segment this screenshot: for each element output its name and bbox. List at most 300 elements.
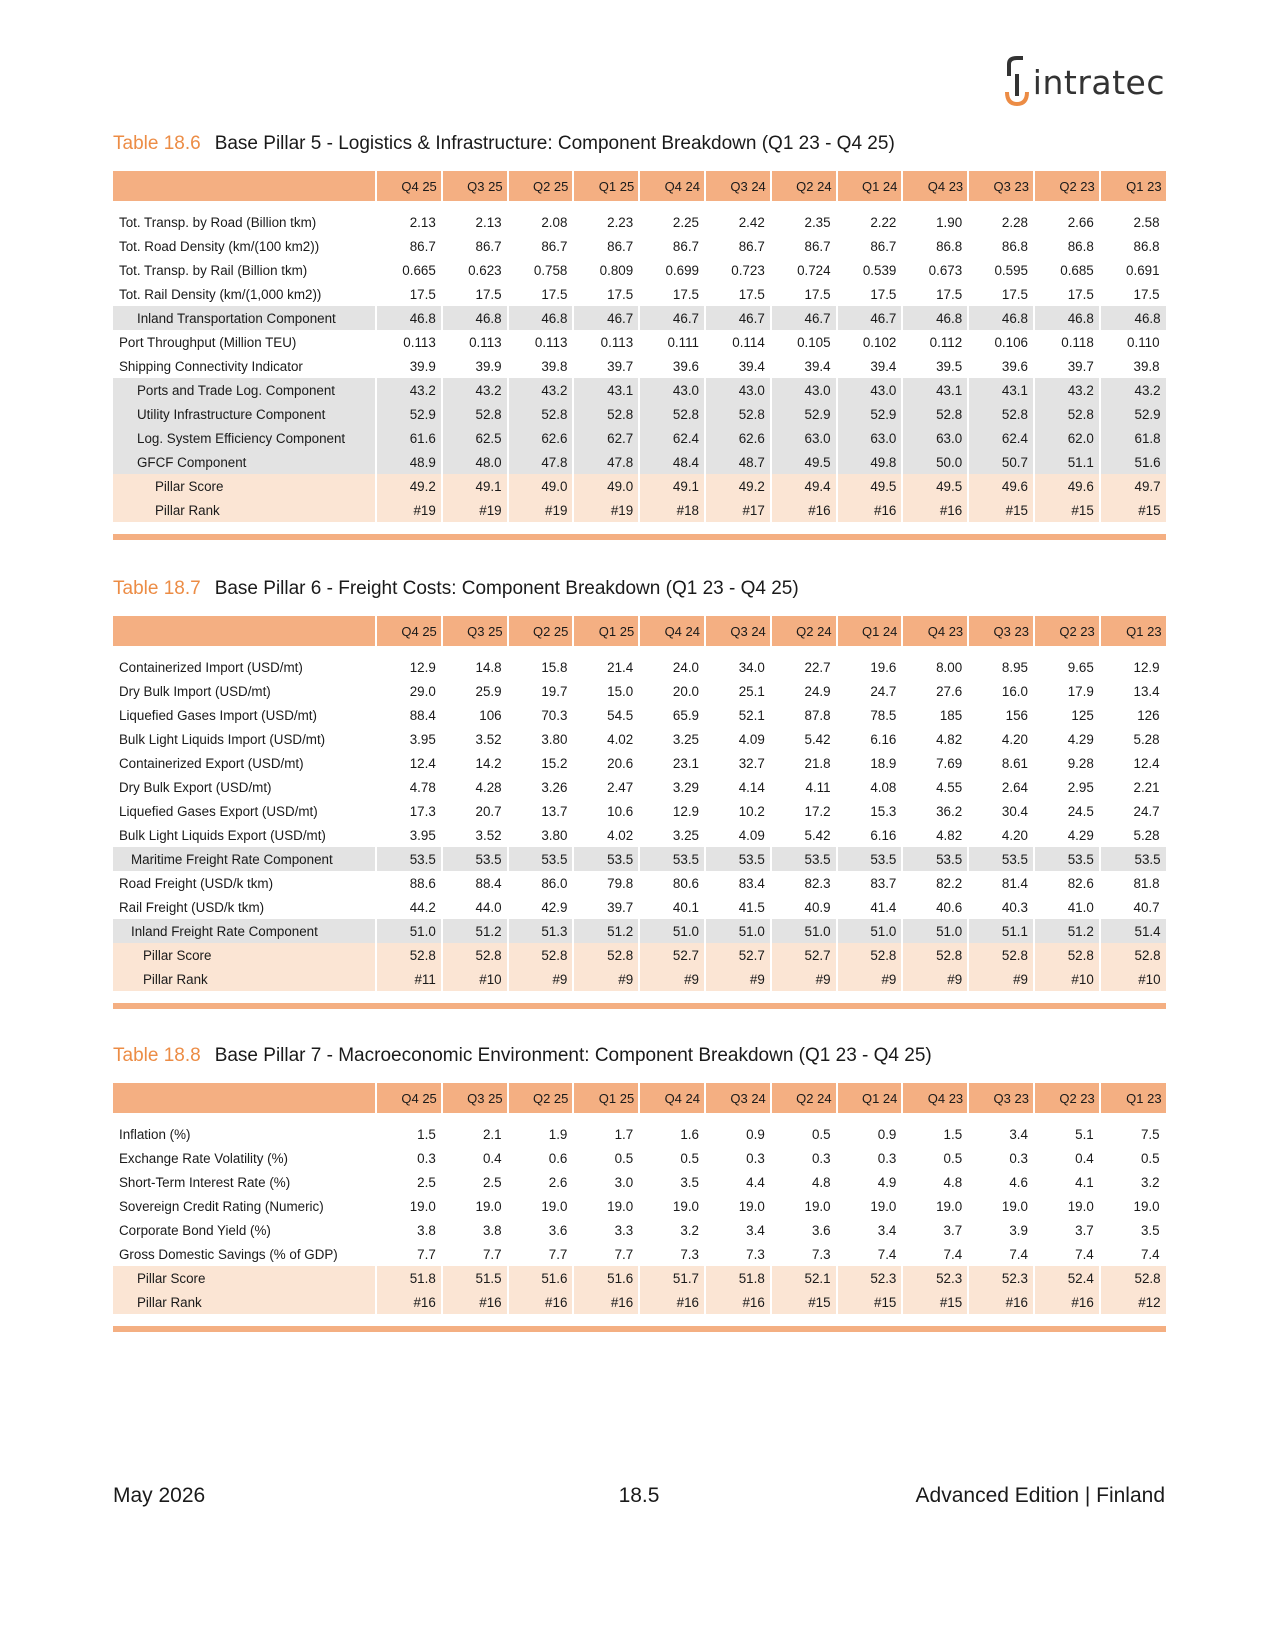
table-row [113,679,1166,703]
row-label: Tot. Transp. by Road (Billion tkm) [119,214,317,230]
table-cell: 0.9 [877,1126,897,1142]
table-cell: 0.113 [534,334,568,350]
table-cell: 106 [479,707,502,723]
table-cell: 6.16 [870,731,897,747]
table-cell: 8.00 [936,659,963,675]
table-cell: 29.0 [409,683,436,699]
table-cell: 0.5 [943,1150,963,1166]
table-cell: 4.29 [1067,731,1094,747]
row-label: Bulk Light Liquids Import (USD/mt) [119,731,326,747]
table-cell: 52.8 [508,402,574,426]
table-cell: 3.4 [1009,1126,1028,1142]
table-cell: 46.8 [508,306,574,330]
column-header: Q4 24 [639,616,705,646]
table-cell: 52.8 [1100,943,1166,967]
table-cell: 0.6 [548,1150,568,1166]
table-cell: 15.8 [541,659,568,675]
table-cell: 50.7 [968,450,1034,474]
table-cell: #16 [837,498,903,522]
table-cell: 0.113 [403,334,436,350]
column-header: Q3 24 [705,171,771,201]
table-cell: 53.5 [442,847,508,871]
table-cell: #9 [968,967,1034,991]
column-header: Q1 24 [837,1083,903,1113]
column-header: Q1 23 [1100,1083,1166,1113]
table-cell: #9 [508,967,574,991]
table-cell: 0.4 [482,1150,502,1166]
table-cell: 46.8 [376,306,442,330]
table-cell: 43.2 [376,378,442,402]
table-cell: 43.0 [771,378,837,402]
spacer-row [113,1113,1166,1122]
table-cell: 19.0 [475,1198,502,1214]
table-cell: 80.6 [672,875,699,891]
spacer-row [113,646,1166,655]
table-cell: 39.7 [1067,358,1094,374]
table-cell: 4.20 [1001,731,1028,747]
table-row [113,234,1166,258]
table-cell: 2.25 [672,214,699,230]
table-cell: #16 [1034,1290,1100,1314]
table-cell: 7.5 [1140,1126,1160,1142]
table-row [113,799,1166,823]
table-cell: 43.0 [705,378,771,402]
intratec-logo [1003,56,1165,108]
column-header: Q3 25 [442,616,508,646]
table-cell: 17.5 [1067,286,1094,302]
row-label: Inflation (%) [119,1126,191,1142]
table-cell: 20.6 [607,755,634,771]
table-cell: #16 [376,1290,442,1314]
table-cell: 27.6 [936,683,963,699]
table-cell: 53.5 [902,847,968,871]
table-cell: 61.8 [1100,426,1166,450]
table-cell: 0.5 [680,1150,699,1166]
table-cell: 4.1 [1075,1174,1094,1190]
table-cell: 86.8 [1133,238,1160,254]
table-cell: 12.9 [1133,659,1160,675]
row-label: Exchange Rate Volatility (%) [119,1150,288,1166]
table-cell: 86.8 [1067,238,1094,254]
table-cell: #10 [1100,967,1166,991]
table-cell: #18 [639,498,705,522]
pillar-row [113,498,1166,522]
column-header: Q1 25 [573,171,639,201]
table-cell: 62.7 [573,426,639,450]
table-cell: 20.7 [475,803,502,819]
table-block-18-6 [113,133,1166,540]
table-cell: 0.110 [1127,334,1160,350]
table-cell: 40.3 [1001,899,1028,915]
column-header: Q2 24 [771,171,837,201]
table-cell: 62.4 [639,426,705,450]
table-cell: 63.0 [771,426,837,450]
table-cell: 52.9 [771,402,837,426]
table-cell: 48.9 [376,450,442,474]
pillar-row [113,943,1166,967]
table-cell: 49.1 [639,474,705,498]
data-table [113,171,1167,522]
table-cell: 2.5 [417,1174,436,1190]
table-cell: 0.673 [928,262,963,278]
table-cell: 2.6 [548,1174,568,1190]
table-row [113,258,1166,282]
column-header: Q2 25 [508,616,574,646]
table-cell: 39.6 [1001,358,1028,374]
table-row [113,1122,1166,1146]
component-row [113,306,1166,330]
table-cell: #16 [902,498,968,522]
table-cell: 86.8 [1001,238,1028,254]
table-cell: 0.723 [731,262,765,278]
table-cell: #10 [1034,967,1100,991]
table-cell: 3.8 [482,1222,502,1238]
table-cell: 17.5 [870,286,897,302]
row-label: Inland Freight Rate Component [113,919,376,943]
table-cell: 17.5 [409,286,436,302]
table-cell: 3.80 [541,731,568,747]
table-cell: 1.5 [943,1126,963,1142]
table-cell: 3.25 [672,827,699,843]
table-cell: 4.11 [805,779,831,795]
table-cell: 3.52 [475,731,502,747]
table-cell: 3.4 [746,1222,765,1238]
table-cell: 3.2 [1140,1174,1160,1190]
column-header: Q2 24 [771,1083,837,1113]
table-cell: #11 [376,967,442,991]
table-cell: #9 [573,967,639,991]
table-cell: 52.8 [968,943,1034,967]
column-header: Q2 23 [1034,171,1100,201]
table-cell: 7.7 [614,1246,634,1262]
table-cell: 43.1 [902,378,968,402]
table-cell: 12.9 [672,803,699,819]
table-cell: 0.699 [665,262,699,278]
table-cell: 9.65 [1067,659,1094,675]
column-header: Q2 23 [1034,1083,1100,1113]
table-cell: 39.7 [607,358,634,374]
component-row [113,378,1166,402]
table-cell: 4.4 [746,1174,765,1190]
table-cell: 43.2 [508,378,574,402]
table-cell: 46.7 [639,306,705,330]
row-label: Tot. Road Density (km/(100 km2)) [119,238,320,254]
table-cell: 52.1 [771,1266,837,1290]
spacer-row [113,201,1166,210]
table-cell: 2.23 [607,214,634,230]
table-cell: 18.9 [870,755,897,771]
table-cell: 52.8 [837,943,903,967]
table-cell: 4.8 [943,1174,963,1190]
table-cell: 39.4 [738,358,765,374]
table-cell: 21.8 [804,755,831,771]
table-cell: 52.8 [508,943,574,967]
table-cell: 2.35 [804,214,831,230]
table-cell: 51.0 [705,919,771,943]
table-cell: 17.5 [672,286,699,302]
table-cell: 1.7 [614,1126,634,1142]
table-cell: 62.0 [1034,426,1100,450]
table-cell: 61.6 [376,426,442,450]
table-cell: 39.9 [409,358,436,374]
table-cell: 0.665 [402,262,436,278]
column-header: Q2 23 [1034,616,1100,646]
table-number: Table 18.6 [113,133,201,154]
table-cell: 63.0 [902,426,968,450]
table-cell: 40.1 [672,899,699,915]
table-cell: 4.08 [870,779,897,795]
column-header: Q2 24 [771,616,837,646]
data-table [113,616,1167,991]
row-label: Pillar Rank [113,1290,376,1314]
table-cell: 4.02 [607,827,634,843]
table-cell: #16 [968,1290,1034,1314]
table-cell: 2.13 [409,214,436,230]
table-bottom-bar [113,1326,1166,1332]
table-cell: 40.9 [804,899,831,915]
table-cell: 17.5 [607,286,634,302]
column-header: Q4 24 [639,171,705,201]
table-cell: 39.4 [870,358,897,374]
table-cell: 49.6 [1034,474,1100,498]
table-cell: 25.9 [475,683,502,699]
table-cell: 126 [1137,707,1160,723]
table-cell: #16 [705,1290,771,1314]
table-cell: 4.02 [607,731,634,747]
row-label: Bulk Light Liquids Export (USD/mt) [119,827,326,843]
table-cell: 1.5 [417,1126,436,1142]
table-cell: 5.1 [1075,1126,1094,1142]
table-cell: 19.7 [541,683,568,699]
table-cell: 52.3 [968,1266,1034,1290]
table-cell: 2.21 [1133,779,1160,795]
table-cell: 0.113 [600,334,634,350]
table-cell: 15.3 [870,803,897,819]
table-row [113,210,1166,234]
table-cell: 78.5 [870,707,897,723]
table-cell: 83.7 [870,875,897,891]
row-label: GFCF Component [113,450,376,474]
table-cell: 48.0 [442,450,508,474]
table-cell: 4.28 [475,779,502,795]
table-cell: #16 [442,1290,508,1314]
table-cell: 52.8 [1034,943,1100,967]
table-cell: 19.0 [738,1198,765,1214]
table-cell: 43.2 [1034,378,1100,402]
table-cell: 82.6 [1067,875,1094,891]
table-cell: 49.6 [968,474,1034,498]
component-row [113,847,1166,871]
table-cell: 53.5 [771,847,837,871]
table-cell: 53.5 [837,847,903,871]
table-cell: 49.0 [508,474,574,498]
column-header: Q1 24 [837,616,903,646]
table-cell: 2.58 [1133,214,1160,230]
table-cell: 0.623 [468,262,502,278]
table-cell: 52.8 [1100,1266,1166,1290]
row-label: Road Freight (USD/k tkm) [119,875,274,891]
table-cell: 7.4 [1009,1246,1028,1262]
table-cell: 39.9 [475,358,502,374]
row-label: Log. System Efficiency Component [113,426,376,450]
table-cell: 86.7 [870,238,897,254]
column-header: Q2 25 [508,1083,574,1113]
table-cell: 39.4 [804,358,831,374]
table-row [113,703,1166,727]
table-cell: 86.7 [804,238,831,254]
table-cell: 52.1 [738,707,765,723]
table-cell: 46.8 [1034,306,1100,330]
header-row [113,1083,1166,1113]
row-label: Maritime Freight Rate Component [113,847,376,871]
table-cell: 53.5 [639,847,705,871]
table-cell: 4.78 [409,779,436,795]
table-cell: 62.6 [508,426,574,450]
table-cell: 3.25 [672,731,699,747]
table-cell: 3.5 [680,1174,699,1190]
table-cell: 41.0 [1067,899,1094,915]
table-cell: 7.7 [482,1246,502,1262]
table-cell: 52.7 [639,943,705,967]
table-cell: 46.7 [771,306,837,330]
row-label: Liquefied Gases Export (USD/mt) [119,803,318,819]
table-cell: 2.95 [1067,779,1094,795]
table-cell: 86.8 [936,238,963,254]
table-cell: 19.0 [936,1198,963,1214]
table-cell: 51.8 [376,1266,442,1290]
table-cell: 52.8 [1034,402,1100,426]
table-cell: 24.7 [870,683,897,699]
table-cell: 3.95 [409,731,436,747]
table-cell: #15 [968,498,1034,522]
table-cell: 49.8 [837,450,903,474]
table-cell: 88.4 [475,875,502,891]
table-cell: #12 [1100,1290,1166,1314]
logo-mark-icon [1003,56,1033,108]
row-label: Pillar Score [113,1266,376,1290]
table-cell: 4.9 [877,1174,897,1190]
table-cell: 0.5 [614,1150,634,1166]
table-cell: 43.1 [968,378,1034,402]
component-row [113,450,1166,474]
table-cell: 3.52 [475,827,502,843]
table-cell: 17.5 [738,286,765,302]
table-cell: 39.8 [1133,358,1160,374]
table-cell: 24.5 [1067,803,1094,819]
table-cell: 0.539 [862,262,897,278]
table-cell: 7.4 [1140,1246,1160,1262]
table-cell: #15 [1034,498,1100,522]
table-cell: 34.0 [738,659,765,675]
table-title-text: Base Pillar 7 - Macroeconomic Environment: Component Breakdown (Q1 23 - Q4 25) [214,1045,932,1066]
table-cell: 13.4 [1133,683,1160,699]
table-cell: 19.6 [870,659,897,675]
pillar-row [113,1290,1166,1314]
footer-edition: Advanced Edition | Finland [915,1484,1165,1507]
table-cell: 2.66 [1067,214,1094,230]
header-row [113,616,1166,646]
table-cell: 14.2 [475,755,502,771]
table-block-18-8 [113,1045,1166,1332]
table-cell: 20.0 [672,683,699,699]
table-cell: 52.9 [376,402,442,426]
table-row [113,823,1166,847]
table-cell: 4.29 [1067,827,1094,843]
table-cell: 4.09 [738,731,765,747]
table-title-text: Base Pillar 6 - Freight Costs: Component Breakdown (Q1 23 - Q4 25) [214,578,799,599]
table-number: Table 18.8 [113,1045,201,1066]
table-cell: 41.5 [738,899,765,915]
table-title [113,578,1166,600]
table-cell: 12.9 [409,659,436,675]
column-header: Q3 25 [442,1083,508,1113]
table-cell: 3.5 [1140,1222,1160,1238]
table-cell: 82.3 [804,875,831,891]
table-cell: 43.0 [639,378,705,402]
table-cell: 52.4 [1034,1266,1100,1290]
table-cell: 86.7 [409,238,436,254]
pillar-row [113,967,1166,991]
row-label: Port Throughput (Million TEU) [119,334,297,350]
table-cell: 0.3 [1009,1150,1028,1166]
table-cell: 86.7 [475,238,502,254]
table-cell: #9 [639,967,705,991]
table-cell: 17.3 [409,803,436,819]
table-cell: 7.69 [936,755,963,771]
table-cell: 48.7 [705,450,771,474]
table-cell: 5.42 [804,731,831,747]
table-cell: 4.6 [1009,1174,1028,1190]
table-cell: 43.2 [442,378,508,402]
table-cell: 43.0 [837,378,903,402]
table-cell: 0.595 [994,262,1028,278]
table-cell: 40.6 [936,899,963,915]
table-cell: 3.6 [548,1222,568,1238]
row-label: Pillar Rank [113,498,376,522]
table-row [113,1194,1166,1218]
table-cell: 0.9 [746,1126,765,1142]
table-cell: 12.4 [409,755,436,771]
table-cell: 49.5 [771,450,837,474]
table-cell: 86.7 [607,238,634,254]
table-cell: 0.809 [599,262,634,278]
table-cell: 16.0 [1001,683,1028,699]
table-cell: 7.4 [1075,1246,1094,1262]
component-row [113,402,1166,426]
column-header: Q3 24 [705,1083,771,1113]
table-cell: 52.8 [573,402,639,426]
column-header: Q2 25 [508,171,574,201]
table-cell: 51.0 [376,919,442,943]
table-cell: 0.724 [797,262,831,278]
table-cell: 44.2 [409,899,436,915]
table-cell: 36.2 [936,803,963,819]
table-cell: 17.2 [804,803,831,819]
table-cell: 3.4 [877,1222,897,1238]
table-cell: 52.8 [968,402,1034,426]
table-cell: #10 [442,967,508,991]
footer-date: May 2026 [113,1484,206,1507]
table-cell: 53.5 [508,847,574,871]
table-cell: 0.685 [1060,262,1094,278]
table-row [113,330,1166,354]
column-header: Q4 25 [376,171,442,201]
table-cell: 10.6 [607,803,634,819]
column-header: Q1 23 [1100,171,1166,201]
table-cell: 44.0 [475,899,502,915]
pillar-row [113,1266,1166,1290]
table-cell: 17.5 [804,286,831,302]
